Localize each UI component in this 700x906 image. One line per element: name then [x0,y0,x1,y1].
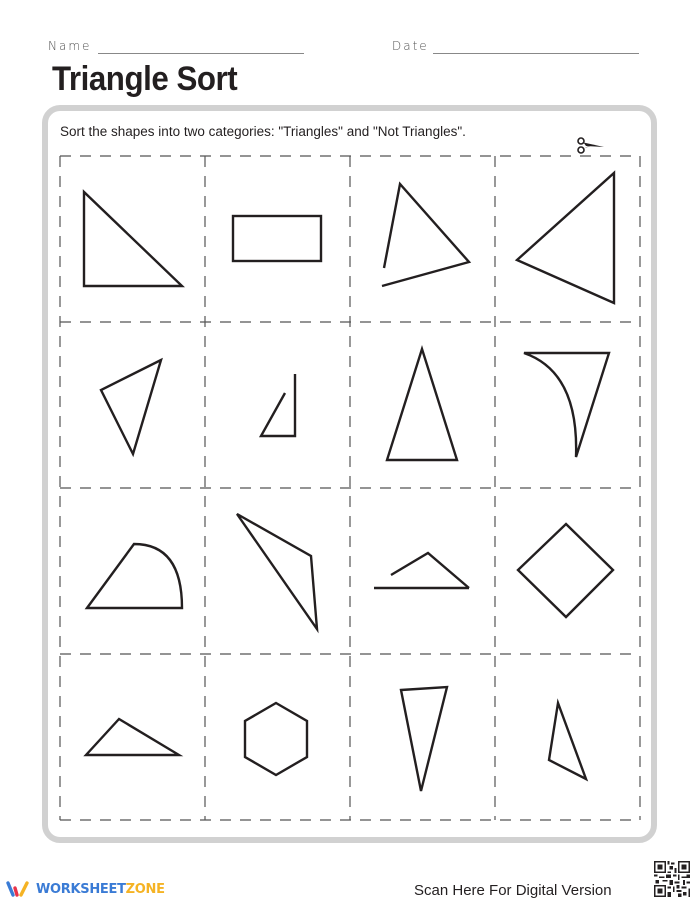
shape-card-r1c3[interactable] [350,156,495,322]
instructions-text: Sort the shapes into two categories: "Triangles" and "Not Triangles". [60,124,466,139]
shape-card-r2c1[interactable] [60,322,205,488]
brand-name-part2: ZONE [125,881,165,897]
isosceles-triangle-shape [350,322,495,488]
shape-card-r3c4[interactable] [495,488,640,654]
shape-card-r4c2[interactable] [205,654,350,820]
name-field-line[interactable] [98,53,304,54]
open-right-triangle-shape [205,322,350,488]
date-field-line[interactable] [433,53,639,54]
left-triangle-shape [495,156,640,322]
shape-card-r2c2[interactable] [205,322,350,488]
curved-triangle-shape [495,322,640,488]
brand-name-part1: WORKSHEET [36,881,126,897]
shape-card-r4c1[interactable] [60,654,205,820]
open-obtuse-triangle-shape [350,488,495,654]
open-triangle-shape [350,156,495,322]
diamond-shape [495,488,640,654]
shape-card-r4c3[interactable] [350,654,495,820]
rectangle-shape [205,156,350,322]
quadrilateral-sliver-shape [205,488,350,654]
brand-name [36,882,165,897]
page-title: Triangle Sort [52,60,238,98]
shape-card-r2c4[interactable] [495,322,640,488]
scalene-triangle-shape [60,322,205,488]
worksheet-zone-logo-icon [6,880,30,898]
shape-card-r3c3[interactable] [350,488,495,654]
shape-card-r3c2[interactable] [205,488,350,654]
shape-card-r1c4[interactable] [495,156,640,322]
hexagon-shape [205,654,350,820]
shape-card-r4c4[interactable] [495,654,640,820]
quarter-circle-shape [60,488,205,654]
name-label: Name [48,39,92,53]
small-scalene-triangle-shape [495,654,640,820]
scan-caption: Scan Here For Digital Version [414,882,612,899]
brand-logo[interactable] [6,880,165,898]
shape-card-r3c1[interactable] [60,488,205,654]
date-label: Date [392,39,429,53]
shape-card-r1c1[interactable] [60,156,205,322]
narrow-inverted-triangle-shape [350,654,495,820]
scissors-icon [576,136,606,156]
shape-card-r1c2[interactable] [205,156,350,322]
shape-card-r2c3[interactable] [350,322,495,488]
qr-code-icon[interactable] [654,861,690,897]
obtuse-triangle-shape [60,654,205,820]
right-triangle-shape [60,156,205,322]
